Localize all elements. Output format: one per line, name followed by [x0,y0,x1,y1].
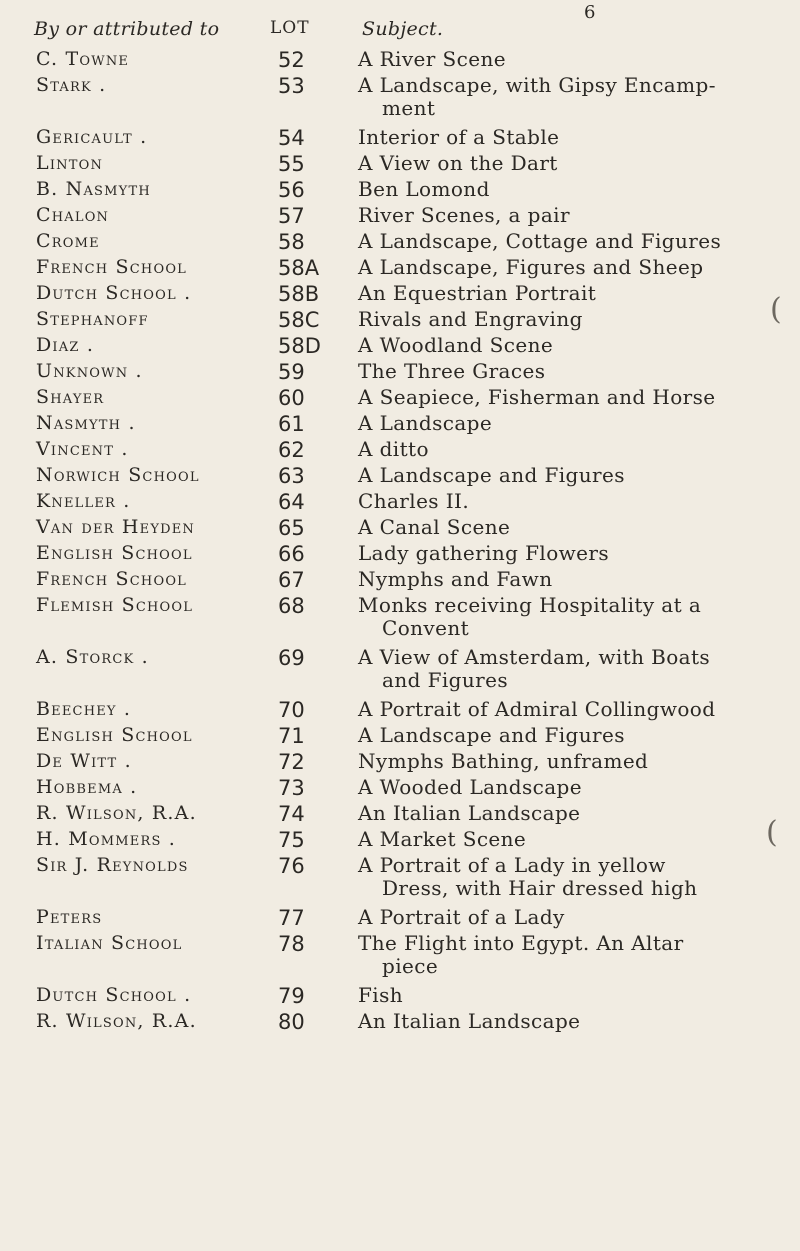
lot-artist: H. Mommers . [36,828,177,850]
lot-number: 65 [278,516,305,540]
lot-subject-text: Nymphs Bathing, unframed [358,749,649,773]
lot-subject [358,412,768,435]
lot-artist: Hobbema . [36,776,138,798]
lot-subject [358,646,768,692]
lot-subject [358,828,768,851]
lot-subject [358,152,768,175]
lot-subject-text: An Italian Landscape [358,1009,581,1033]
lot-artist: Van der Heyden [36,516,195,538]
lot-number: 56 [278,178,305,202]
lot-subject [358,750,768,773]
lot-artist: Italian School [36,932,183,954]
lot-subject [358,256,768,279]
lot-subject-text: A Canal Scene [358,515,511,539]
lot-subject-text: A Woodland Scene [358,333,554,357]
lot-number: 58C [278,308,320,332]
lot-subject-text: Fish [358,983,404,1007]
lot-subject [358,308,768,331]
lot-number: 55 [278,152,305,176]
lot-number: 77 [278,906,305,930]
lot-subject [358,438,768,461]
lot-artist: Diaz . [36,334,95,356]
lot-artist: Dutch School . [36,984,192,1006]
lot-subject [358,932,768,978]
lot-artist: Gericault . [36,126,148,148]
lot-subject-text: Ben Lomond [358,177,490,201]
lot-artist: Nasmyth . [36,412,136,434]
lot-artist: English School [36,542,193,564]
lot-subject [358,464,768,487]
lot-number: 53 [278,74,305,98]
lot-number: 74 [278,802,305,826]
lot-artist: Kneller . [36,490,131,512]
lot-subject-text: A Market Scene [358,827,527,851]
lot-subject-text: Monks receiving Hospitality at a [358,593,702,617]
lot-subject-text: A Landscape and Figures [358,463,625,487]
lot-artist: R. Wilson, R.A. [36,802,197,824]
lot-number: 58A [278,256,320,280]
lot-subject-text: A Seapiece, Fisherman and Horse [358,385,716,409]
lot-subject-continuation: Dress, with Hair dressed high [382,876,698,900]
lot-subject-text: Rivals and Engraving [358,307,583,331]
lot-number: 69 [278,646,305,670]
lot-artist: B. Nasmyth [36,178,151,200]
lot-subject-text: Charles II. [358,489,470,513]
lot-subject [358,724,768,747]
lot-subject-text: A Wooded Landscape [358,775,582,799]
lot-subject [358,230,768,253]
lot-subject [358,178,768,201]
page-number: 6 [584,2,596,23]
lot-artist: De Witt . [36,750,132,772]
lot-number: 60 [278,386,305,410]
lot-subject [358,48,768,71]
lot-subject [358,490,768,513]
lot-subject [358,386,768,409]
lot-subject-continuation: Convent [382,616,470,640]
lot-number: 72 [278,750,305,774]
lot-artist: French School [36,256,188,278]
lot-number: 61 [278,412,305,436]
lot-subject [358,74,768,120]
lot-number: 58 [278,230,305,254]
lot-artist: French School [36,568,188,590]
lot-artist: Norwich School [36,464,200,486]
lot-artist: A. Storck . [36,646,149,668]
lot-column-header: LOT [270,18,310,38]
lot-subject [358,542,768,565]
lot-subject [358,360,768,383]
lot-number: 63 [278,464,305,488]
lot-subject-text: The Three Graces [358,359,546,383]
lot-subject-text: A View on the Dart [358,151,558,175]
lot-artist: R. Wilson, R.A. [36,1010,197,1032]
lot-subject [358,594,768,640]
artist-column-header: By or attributed to [34,18,220,40]
lot-artist: Sir J. Reynolds [36,854,189,876]
lot-artist: Flemish School [36,594,194,616]
lot-subject [358,906,768,929]
lot-number: 79 [278,984,305,1008]
lot-number: 58B [278,282,320,306]
lot-subject [358,516,768,539]
lot-subject-text: A Landscape and Figures [358,723,625,747]
lot-subject [358,802,768,825]
lot-number: 64 [278,490,305,514]
lot-artist: Chalon [36,204,110,226]
lot-subject-continuation: and Figures [382,668,508,692]
lot-subject-text: A View of Amsterdam, with Boats [358,645,711,669]
lot-artist: Vincent . [36,438,129,460]
lot-artist: Stark . [36,74,107,96]
lot-subject [358,1010,768,1033]
lot-subject-text: A Landscape [358,411,493,435]
lot-subject-continuation: ment [382,96,436,120]
margin-bracket-mark: ( [770,292,782,327]
lot-subject-text: An Equestrian Portrait [358,281,597,305]
lot-number: 67 [278,568,305,592]
lot-subject-text: A Portrait of a Lady [358,905,565,929]
margin-bracket-mark: ( [766,815,778,850]
subject-column-header: Subject. [362,18,444,40]
lot-subject [358,984,768,1007]
lot-subject-text: River Scenes, a pair [358,203,570,227]
lot-number: 59 [278,360,305,384]
lot-artist: English School [36,724,193,746]
lot-number: 73 [278,776,305,800]
lot-subject [358,698,768,721]
lot-subject-text: A Landscape, with Gipsy Encamp- [358,73,716,97]
lot-subject [358,282,768,305]
lot-number: 57 [278,204,305,228]
lot-subject-text: Interior of a Stable [358,125,560,149]
lot-number: 66 [278,542,305,566]
lot-subject [358,568,768,591]
lot-subject-text: A River Scene [358,47,506,71]
lot-number: 54 [278,126,305,150]
lot-subject-text: The Flight into Egypt. An Altar [358,931,684,955]
lot-artist: Unknown . [36,360,143,382]
lot-artist: Crome [36,230,100,252]
lot-artist: Dutch School . [36,282,192,304]
lot-artist: C. Towne [36,48,130,70]
lot-subject-continuation: piece [382,954,439,978]
lot-artist: Shayer [36,386,105,408]
lot-number: 78 [278,932,305,956]
lot-subject-text: Lady gathering Flowers [358,541,610,565]
lot-number: 58D [278,334,321,358]
lot-subject [358,776,768,799]
lot-artist: Beechey . [36,698,132,720]
lot-number: 68 [278,594,305,618]
lot-number: 71 [278,724,305,748]
lot-number: 75 [278,828,305,852]
lot-subject [358,126,768,149]
lot-subject-text: A ditto [358,437,429,461]
lot-artist: Linton [36,152,104,174]
lot-number: 52 [278,48,305,72]
lot-subject-text: A Portrait of Admiral Collingwood [358,697,716,721]
lot-artist: Peters [36,906,103,928]
lot-number: 70 [278,698,305,722]
lot-number: 62 [278,438,305,462]
lot-subject-text: A Landscape, Figures and Sheep [358,255,704,279]
lot-subject-text: An Italian Landscape [358,801,581,825]
lot-subject [358,334,768,357]
lot-subject [358,854,768,900]
lot-subject-text: Nymphs and Fawn [358,567,553,591]
lot-subject-text: A Landscape, Cottage and Figures [358,229,722,253]
lot-subject-text: A Portrait of a Lady in yellow [358,853,666,877]
lot-number: 80 [278,1010,305,1034]
lot-subject [358,204,768,227]
lot-number: 76 [278,854,305,878]
lot-artist: Stephanoff [36,308,149,330]
